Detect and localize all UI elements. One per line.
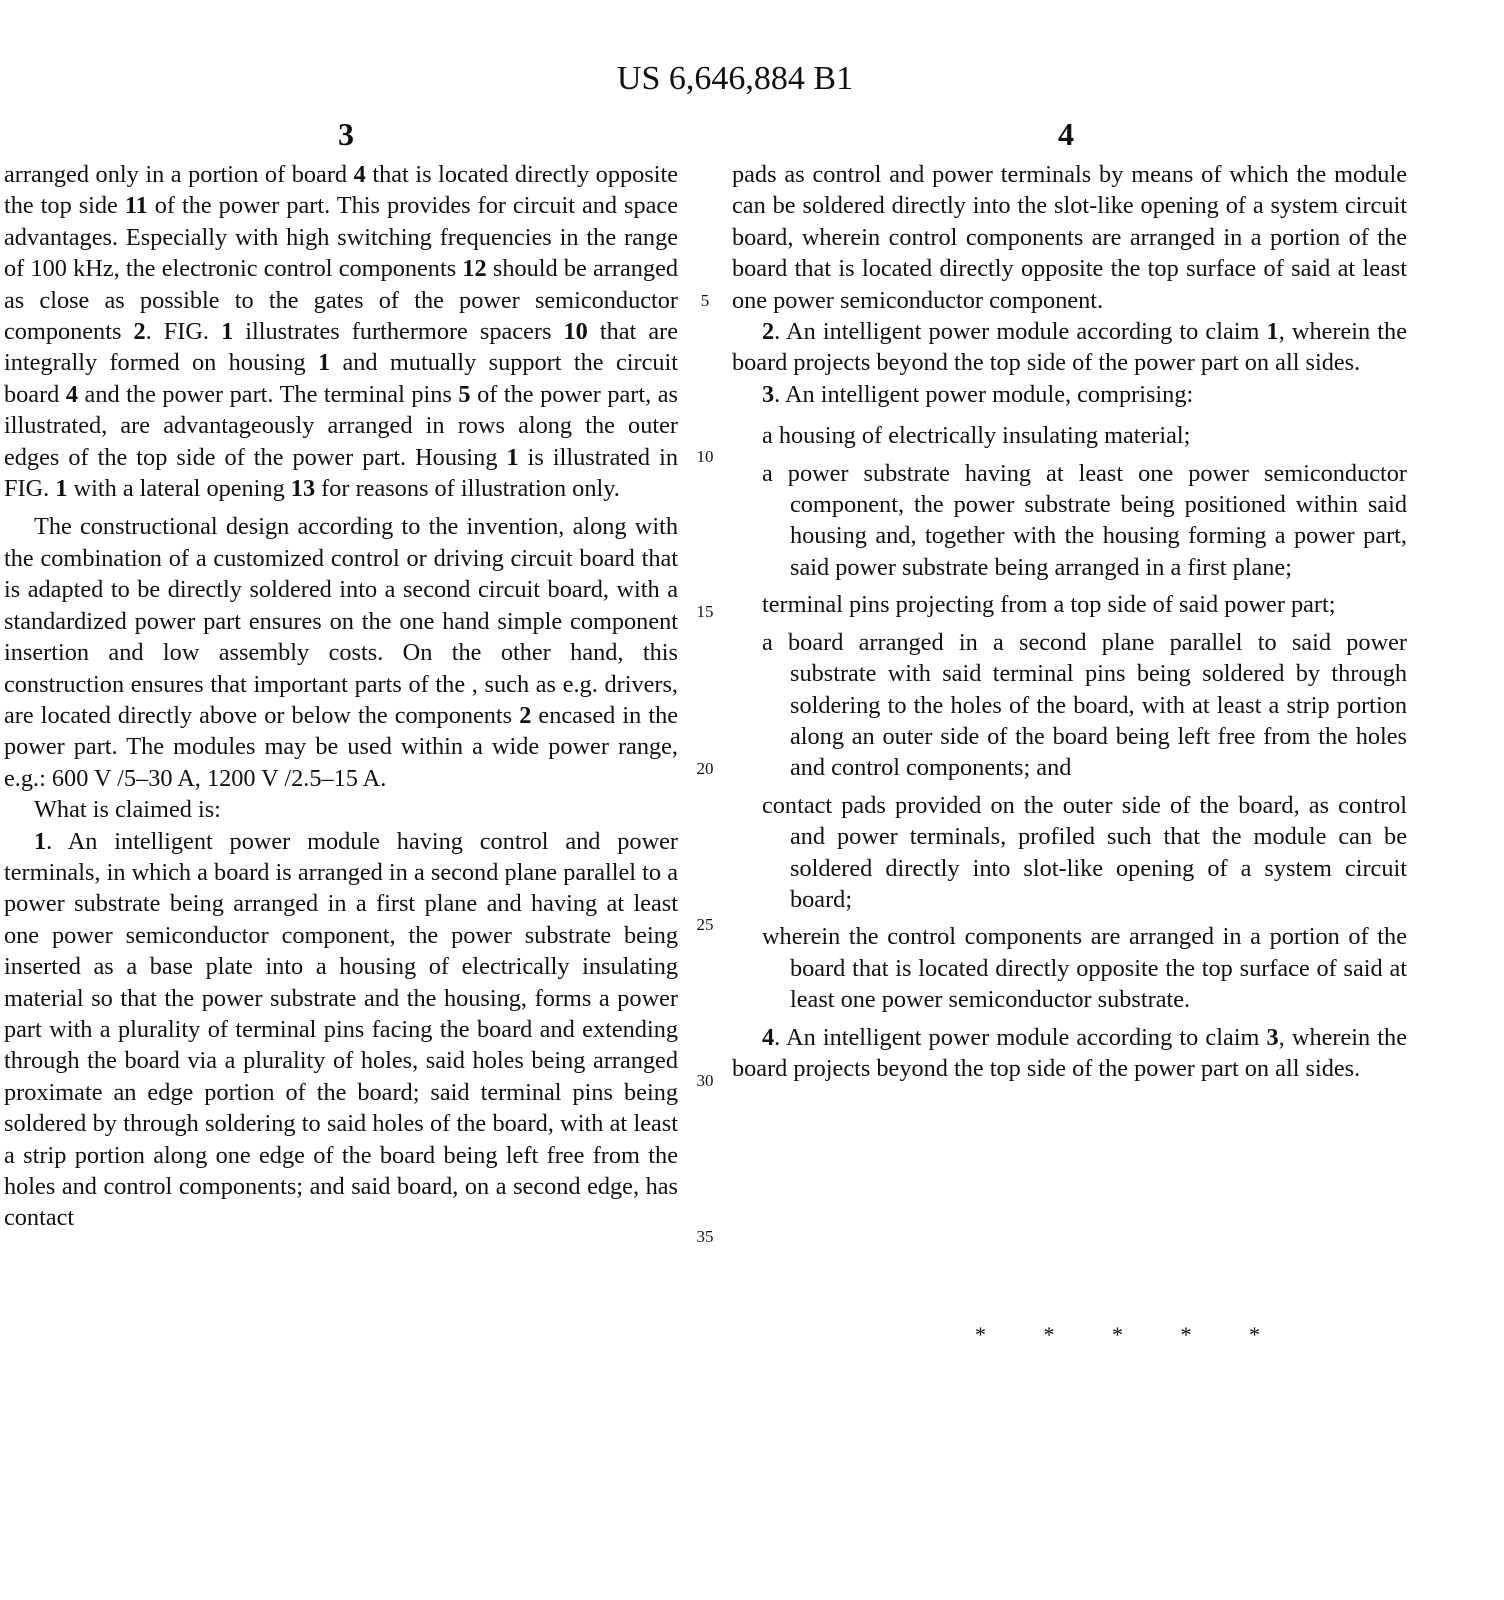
claim-3-heading: 3. An intelligent power module, comprising: xyxy=(762,380,1194,408)
left-column xyxy=(4,159,678,1234)
right-column xyxy=(732,159,1407,1084)
claim-3-element: a housing of electrically insulating material; xyxy=(762,422,1191,450)
line-number: 20 xyxy=(696,759,714,778)
claim-3-element: a board arranged in a second plane parallel to said power substrate with said terminal pins being soldered by through soldering to the holes of the board, with at least a strip portion along an outer side of the board being left free from the holes and control components; and xyxy=(762,628,1407,782)
patent-number: US 6,646,884 B1 xyxy=(616,60,854,97)
line-number: 30 xyxy=(696,1071,714,1090)
claim-1-continuation: pads as control and power terminals by means of which the module can be soldered directly into the slot-like opening of a system circuit board, wherein control components are arranged in a portion of the board that is located directly opposite the top surface of said at least one power semiconductor component. xyxy=(732,161,1407,314)
line-number: 10 xyxy=(696,447,714,466)
description-paragraph-1: arranged only in a portion of board 4 that is located directly opposite the top side 11 of the power part. This provides for circuit and space advantages. Especially with high switching frequencies in the range of 100 kHz, the electronic control components 12 should be arranged as close as possible to the gates of the power semiconductor components 2. FIG. 1 illustrates furthermore spacers 10 that are integrally formed on housing 1 and mutually support the circuit board 4 and the power part. The terminal pins 5 of the power part, as illustrated, are advantageously arranged in rows along the outer edges of the top side of the power part. Housing 1 is illustrated in FIG. 1 with a lateral opening 13 for reasons of illustration only. xyxy=(4,161,679,503)
claims-intro: What is claimed is: xyxy=(34,796,221,824)
claim-4: 4. An intelligent power module according to claim 3, wherein the board projects beyond the top side of the power part on all sides. xyxy=(732,1023,1407,1082)
claim-3-element: terminal pins projecting from a top side of said power part; xyxy=(762,591,1336,619)
claim-1: 1. An intelligent power module having control and power terminals, in which a board is arranged in a second plane parallel to a power substrate being arranged in a first plane and having at least one power semiconductor component, the power substrate being inserted as a base plate into a housing of electrically insulating material so that the power substrate and the housing, forms a power part with a plurality of terminal pins facing the board and extending through the board via a plurality of holes, said holes being arranged proximate an edge portion of the board; said terminal pins being soldered by through soldering to said holes of the board, with at least a strip portion along one edge of the board being left free from the holes and control components; and said board, on a second edge, has contact xyxy=(4,827,678,1232)
end-of-document-marker: * * * * * xyxy=(975,1322,1286,1347)
claim-2: 2. An intelligent power module according to claim 1, wherein the board projects beyond the top side of the power part on all sides. xyxy=(732,318,1407,377)
line-number: 35 xyxy=(696,1227,714,1246)
claim-3-element: contact pads provided on the outer side of the board, as control and power terminals, profiled such that the module can be soldered directly into slot-like opening of a system circuit board; xyxy=(762,791,1407,913)
description-paragraph-2: The constructional design according to the invention, along with the combination of a customized control or driving circuit board that is adapted to be directly soldered into a second circuit board, with a standardized power part ensures on the one hand simple component insertion and low assembly costs. On the other hand, this construction ensures that important parts of the , such as e.g. drivers, are located directly above or below the components 2 encased in the power part. The modules may be used within a wide power range, e.g.: 600 V /5–30 A, 1200 V /2.5–15 A. xyxy=(4,513,678,792)
line-number: 5 xyxy=(700,291,710,310)
line-number: 25 xyxy=(696,915,714,934)
column-number-right: 4 xyxy=(1058,116,1074,152)
line-number: 15 xyxy=(696,602,714,621)
claim-3-element: wherein the control components are arranged in a portion of the board that is located directly opposite the top surface of said at least one power semiconductor substrate. xyxy=(762,923,1407,1014)
column-number-left: 3 xyxy=(338,116,354,152)
claim-3-element: a power substrate having at least one power semiconductor component, the power substrate being positioned within said housing and, together with the housing forming a power part, said power substrate being arranged in a first plane; xyxy=(762,459,1407,581)
